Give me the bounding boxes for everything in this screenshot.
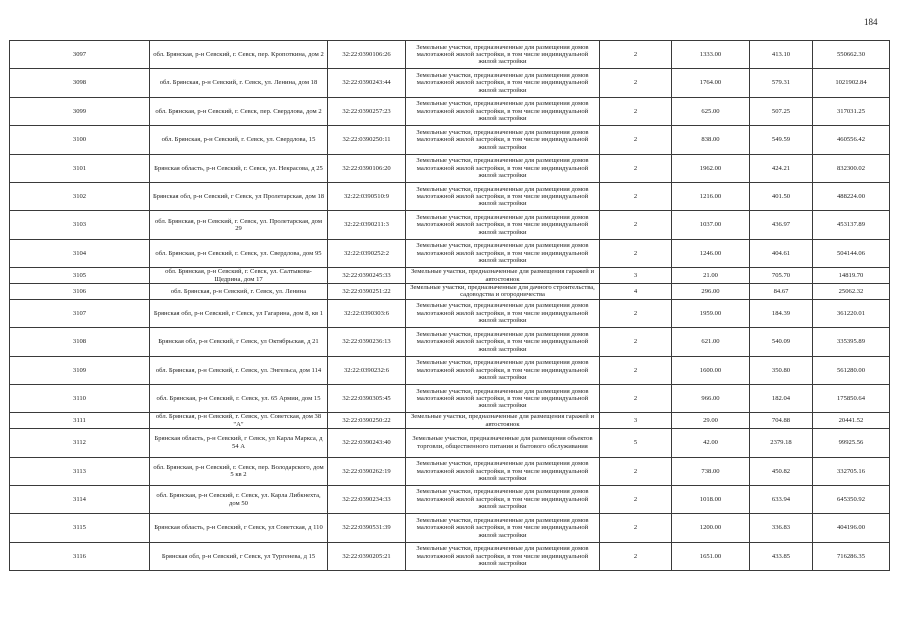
land-use-cell: Земельные участки, предназначенные для размещения домов малоэтажной жилой застройки, в том числе индивидуальной жилой застройки <box>406 126 600 154</box>
group-cell: 2 <box>600 239 672 267</box>
cadastral-number-cell: 32:22:0390531:39 <box>328 514 406 542</box>
group-cell: 5 <box>600 429 672 457</box>
area-cell: 621.00 <box>672 328 750 356</box>
cadastral-value-cell: 453137.89 <box>813 211 890 239</box>
specific-value-cell: 436.97 <box>750 211 813 239</box>
address-cell: обл. Брянская, р-н Севский, г. Севск, ул. Карла Либкнехта, дом 50 <box>150 485 328 513</box>
cadastral-number-cell: 32:22:0390257:23 <box>328 97 406 125</box>
table-row <box>10 299 890 327</box>
land-use-cell: Земельные участки, предназначенные для размещения домов малоэтажной жилой застройки, в том числе индивидуальной жилой застройки <box>406 154 600 182</box>
registry-body <box>10 41 890 571</box>
specific-value-cell: 424.21 <box>750 154 813 182</box>
specific-value-cell: 579.31 <box>750 69 813 97</box>
cadastral-number-cell: 32:22:0390205:21 <box>328 542 406 570</box>
group-cell: 2 <box>600 154 672 182</box>
group-cell: 2 <box>600 485 672 513</box>
cadastral-value-cell: 645350.92 <box>813 485 890 513</box>
address-cell: Брянская область, р-н Севский, г Севск, ул Советская, д 110 <box>150 514 328 542</box>
cadastral-value-cell: 20441.52 <box>813 413 890 429</box>
area-cell: 625.00 <box>672 97 750 125</box>
row-number: 3111 <box>10 413 150 429</box>
area-cell: 1246.00 <box>672 239 750 267</box>
area-cell: 966.00 <box>672 384 750 412</box>
cadastral-number-cell: 32:22:0390106:20 <box>328 154 406 182</box>
address-cell: Брянская область, р-н Севский, г. Севск, ул. Некрасова, д 25 <box>150 154 328 182</box>
cadastral-number-cell: 32:22:0390106:26 <box>328 41 406 69</box>
address-cell: обл. Брянская, р-н Севский, г. Севск, ул. Ленина <box>150 283 328 299</box>
group-cell: 2 <box>600 356 672 384</box>
cadastral-number-cell: 32:22:0390305:45 <box>328 384 406 412</box>
row-number: 3101 <box>10 154 150 182</box>
address-cell: обл. Брянская, р-н Севский, г. Севск, ул. Свердлова, дом 95 <box>150 239 328 267</box>
table-row <box>10 268 890 284</box>
address-cell: обл. Брянская, р-н Севский, г. Севск, ул. Пролетарская, дом 29 <box>150 211 328 239</box>
address-cell: обл. Брянская, р-н Севский, г. Севск, пер. Володарского, дом 5 кв 2 <box>150 457 328 485</box>
cadastral-value-cell: 317031.25 <box>813 97 890 125</box>
cadastral-value-cell: 14819.70 <box>813 268 890 284</box>
land-use-cell: Земельные участки, предназначенные для размещения домов малоэтажной жилой застройки, в том числе индивидуальной жилой застройки <box>406 211 600 239</box>
address-cell: Брянская обл, р-н Севский, г Севск, ул Октябрьская, д 21 <box>150 328 328 356</box>
row-number: 3116 <box>10 542 150 570</box>
specific-value-cell: 401.50 <box>750 182 813 210</box>
cadastral-value-cell: 175850.64 <box>813 384 890 412</box>
row-number: 3103 <box>10 211 150 239</box>
land-use-cell: Земельные участки, предназначенные для размещения объектов торговли, общественного питания и бытового обслуживания <box>406 429 600 457</box>
cadastral-value-cell: 361220.01 <box>813 299 890 327</box>
table-row <box>10 211 890 239</box>
row-number: 3098 <box>10 69 150 97</box>
cadastral-number-cell: 32:22:0390250:11 <box>328 126 406 154</box>
area-cell: 1200.00 <box>672 514 750 542</box>
specific-value-cell: 433.85 <box>750 542 813 570</box>
address-cell: обл. Брянская, р-н Севский, г. Севск, ул. Салтыкова-Щедрина, дом 17 <box>150 268 328 284</box>
land-use-cell: Земельные участки, предназначенные для размещения домов малоэтажной жилой застройки, в том числе индивидуальной жилой застройки <box>406 97 600 125</box>
group-cell: 4 <box>600 283 672 299</box>
row-number: 3107 <box>10 299 150 327</box>
table-row <box>10 485 890 513</box>
address-cell: обл. Брянская, р-н Севский, г. Севск, ул. Ленина, дом 18 <box>150 69 328 97</box>
specific-value-cell: 84.67 <box>750 283 813 299</box>
land-use-cell: Земельные участки, предназначенные для размещения домов малоэтажной жилой застройки, в том числе индивидуальной жилой застройки <box>406 542 600 570</box>
table-row <box>10 356 890 384</box>
land-use-cell: Земельные участки, предназначенные для размещения домов малоэтажной жилой застройки, в том числе индивидуальной жилой застройки <box>406 485 600 513</box>
group-cell: 2 <box>600 328 672 356</box>
table-row <box>10 413 890 429</box>
table-row <box>10 69 890 97</box>
address-cell: обл. Брянская, р-н Севский, г. Севск, ул. 65 Армии, дом 15 <box>150 384 328 412</box>
cadastral-registry-table <box>9 40 890 571</box>
table-row <box>10 182 890 210</box>
row-number: 3099 <box>10 97 150 125</box>
land-use-cell: Земельные участки, предназначенные для размещения домов малоэтажной жилой застройки, в том числе индивидуальной жилой застройки <box>406 356 600 384</box>
table-row <box>10 457 890 485</box>
cadastral-value-cell: 332705.16 <box>813 457 890 485</box>
table-row <box>10 126 890 154</box>
cadastral-value-cell: 550662.30 <box>813 41 890 69</box>
specific-value-cell: 633.94 <box>750 485 813 513</box>
table-row <box>10 542 890 570</box>
cadastral-number-cell: 32:22:0390245:33 <box>328 268 406 284</box>
row-number: 3100 <box>10 126 150 154</box>
address-cell: обл. Брянская, р-н Севский, г. Севск, ул. Свердлова, 15 <box>150 126 328 154</box>
address-cell: обл. Брянская, р-н Севский, г. Севск, пер. Свердлова, дом 2 <box>150 97 328 125</box>
cadastral-value-cell: 832300.02 <box>813 154 890 182</box>
land-use-cell: Земельные участки, предназначенные для дачного строительства, садоводства и огородничества <box>406 283 600 299</box>
address-cell: Брянская обл, р-н Севский, г Севск, ул Пролетарская, дом 18 <box>150 182 328 210</box>
group-cell: 2 <box>600 457 672 485</box>
cadastral-number-cell: 32:22:0390243:40 <box>328 429 406 457</box>
row-number: 3114 <box>10 485 150 513</box>
cadastral-number-cell: 32:22:0390303:6 <box>328 299 406 327</box>
cadastral-value-cell: 716286.35 <box>813 542 890 570</box>
area-cell: 1600.00 <box>672 356 750 384</box>
cadastral-number-cell: 32:22:0390252:2 <box>328 239 406 267</box>
cadastral-number-cell: 32:22:0390262:19 <box>328 457 406 485</box>
group-cell: 2 <box>600 126 672 154</box>
land-use-cell: Земельные участки, предназначенные для размещения домов малоэтажной жилой застройки, в том числе индивидуальной жилой застройки <box>406 514 600 542</box>
row-number: 3102 <box>10 182 150 210</box>
table-row <box>10 429 890 457</box>
area-cell: 838.00 <box>672 126 750 154</box>
specific-value-cell: 2379.18 <box>750 429 813 457</box>
group-cell: 2 <box>600 542 672 570</box>
area-cell: 21.00 <box>672 268 750 284</box>
address-cell: Брянская область, р-н Севский, г Севск, ул Карла Маркса, д 54 А <box>150 429 328 457</box>
table-row <box>10 514 890 542</box>
row-number: 3105 <box>10 268 150 284</box>
cadastral-number-cell: 32:22:0390234:33 <box>328 485 406 513</box>
cadastral-number-cell: 32:22:0390236:13 <box>328 328 406 356</box>
specific-value-cell: 413.10 <box>750 41 813 69</box>
land-use-cell: Земельные участки, предназначенные для размещения домов малоэтажной жилой застройки, в том числе индивидуальной жилой застройки <box>406 41 600 69</box>
group-cell: 2 <box>600 69 672 97</box>
table-row <box>10 384 890 412</box>
specific-value-cell: 704.88 <box>750 413 813 429</box>
cadastral-number-cell: 32:22:0390211:3 <box>328 211 406 239</box>
group-cell: 2 <box>600 514 672 542</box>
group-cell: 2 <box>600 211 672 239</box>
row-number: 3097 <box>10 41 150 69</box>
specific-value-cell: 507.25 <box>750 97 813 125</box>
cadastral-number-cell: 32:22:0390510:9 <box>328 182 406 210</box>
table-row <box>10 328 890 356</box>
group-cell: 3 <box>600 413 672 429</box>
address-cell: Брянская обл, р-н Севский, г Севск, ул Гагарина, дом 8, кв 1 <box>150 299 328 327</box>
area-cell: 42.00 <box>672 429 750 457</box>
area-cell: 1018.00 <box>672 485 750 513</box>
group-cell: 2 <box>600 384 672 412</box>
cadastral-value-cell: 404196.00 <box>813 514 890 542</box>
land-use-cell: Земельные участки, предназначенные для размещения домов малоэтажной жилой застройки, в том числе индивидуальной жилой застройки <box>406 69 600 97</box>
specific-value-cell: 705.70 <box>750 268 813 284</box>
land-use-cell: Земельные участки, предназначенные для размещения домов малоэтажной жилой застройки, в том числе индивидуальной жилой застройки <box>406 384 600 412</box>
land-use-cell: Земельные участки, предназначенные для размещения домов малоэтажной жилой застройки, в том числе индивидуальной жилой застройки <box>406 457 600 485</box>
area-cell: 1651.00 <box>672 542 750 570</box>
land-use-cell: Земельные участки, предназначенные для размещения гаражей и автостоянок <box>406 268 600 284</box>
group-cell: 2 <box>600 97 672 125</box>
land-use-cell: Земельные участки, предназначенные для размещения гаражей и автостоянок <box>406 413 600 429</box>
area-cell: 1764.00 <box>672 69 750 97</box>
table-row <box>10 239 890 267</box>
specific-value-cell: 350.80 <box>750 356 813 384</box>
group-cell: 2 <box>600 41 672 69</box>
land-use-cell: Земельные участки, предназначенные для размещения домов малоэтажной жилой застройки, в том числе индивидуальной жилой застройки <box>406 299 600 327</box>
cadastral-number-cell: 32:22:0390232:6 <box>328 356 406 384</box>
specific-value-cell: 184.39 <box>750 299 813 327</box>
area-cell: 738.00 <box>672 457 750 485</box>
table-row <box>10 154 890 182</box>
row-number: 3104 <box>10 239 150 267</box>
row-number: 3115 <box>10 514 150 542</box>
cadastral-value-cell: 25062.32 <box>813 283 890 299</box>
cadastral-value-cell: 460556.42 <box>813 126 890 154</box>
specific-value-cell: 540.09 <box>750 328 813 356</box>
specific-value-cell: 450.82 <box>750 457 813 485</box>
area-cell: 1037.00 <box>672 211 750 239</box>
area-cell: 1216.00 <box>672 182 750 210</box>
land-use-cell: Земельные участки, предназначенные для размещения домов малоэтажной жилой застройки, в том числе индивидуальной жилой застройки <box>406 328 600 356</box>
page-number: 184 <box>864 17 878 27</box>
row-number: 3113 <box>10 457 150 485</box>
cadastral-number-cell: 32:22:0390243:44 <box>328 69 406 97</box>
specific-value-cell: 182.04 <box>750 384 813 412</box>
cadastral-value-cell: 1021902.84 <box>813 69 890 97</box>
row-number: 3106 <box>10 283 150 299</box>
cadastral-value-cell: 335395.89 <box>813 328 890 356</box>
cadastral-value-cell: 561280.00 <box>813 356 890 384</box>
cadastral-number-cell: 32:22:0390250:22 <box>328 413 406 429</box>
area-cell: 29.00 <box>672 413 750 429</box>
address-cell: обл. Брянская, р-н Севский, г. Севск, ул. Советская, дом 38 "А" <box>150 413 328 429</box>
specific-value-cell: 404.61 <box>750 239 813 267</box>
cadastral-value-cell: 99925.56 <box>813 429 890 457</box>
group-cell: 2 <box>600 182 672 210</box>
area-cell: 1333.00 <box>672 41 750 69</box>
group-cell: 2 <box>600 299 672 327</box>
cadastral-number-cell: 32:22:0390251:22 <box>328 283 406 299</box>
table-row <box>10 97 890 125</box>
land-use-cell: Земельные участки, предназначенные для размещения домов малоэтажной жилой застройки, в том числе индивидуальной жилой застройки <box>406 182 600 210</box>
specific-value-cell: 549.59 <box>750 126 813 154</box>
area-cell: 1959.00 <box>672 299 750 327</box>
row-number: 3109 <box>10 356 150 384</box>
row-number: 3112 <box>10 429 150 457</box>
area-cell: 1962.00 <box>672 154 750 182</box>
address-cell: обл. Брянская, р-н Севский, г. Севск, ул. Энгельса, дом 114 <box>150 356 328 384</box>
row-number: 3108 <box>10 328 150 356</box>
address-cell: Брянская обл, р-н Севский, г Севск, ул Тургенева, д 15 <box>150 542 328 570</box>
land-use-cell: Земельные участки, предназначенные для размещения домов малоэтажной жилой застройки, в том числе индивидуальной жилой застройки <box>406 239 600 267</box>
cadastral-value-cell: 504144.06 <box>813 239 890 267</box>
area-cell: 296.00 <box>672 283 750 299</box>
address-cell: обл. Брянская, р-н Севский, г. Севск, пер. Кропоткина, дом 2 <box>150 41 328 69</box>
table-row <box>10 283 890 299</box>
table-row <box>10 41 890 69</box>
cadastral-value-cell: 488224.00 <box>813 182 890 210</box>
row-number: 3110 <box>10 384 150 412</box>
group-cell: 3 <box>600 268 672 284</box>
specific-value-cell: 336.83 <box>750 514 813 542</box>
